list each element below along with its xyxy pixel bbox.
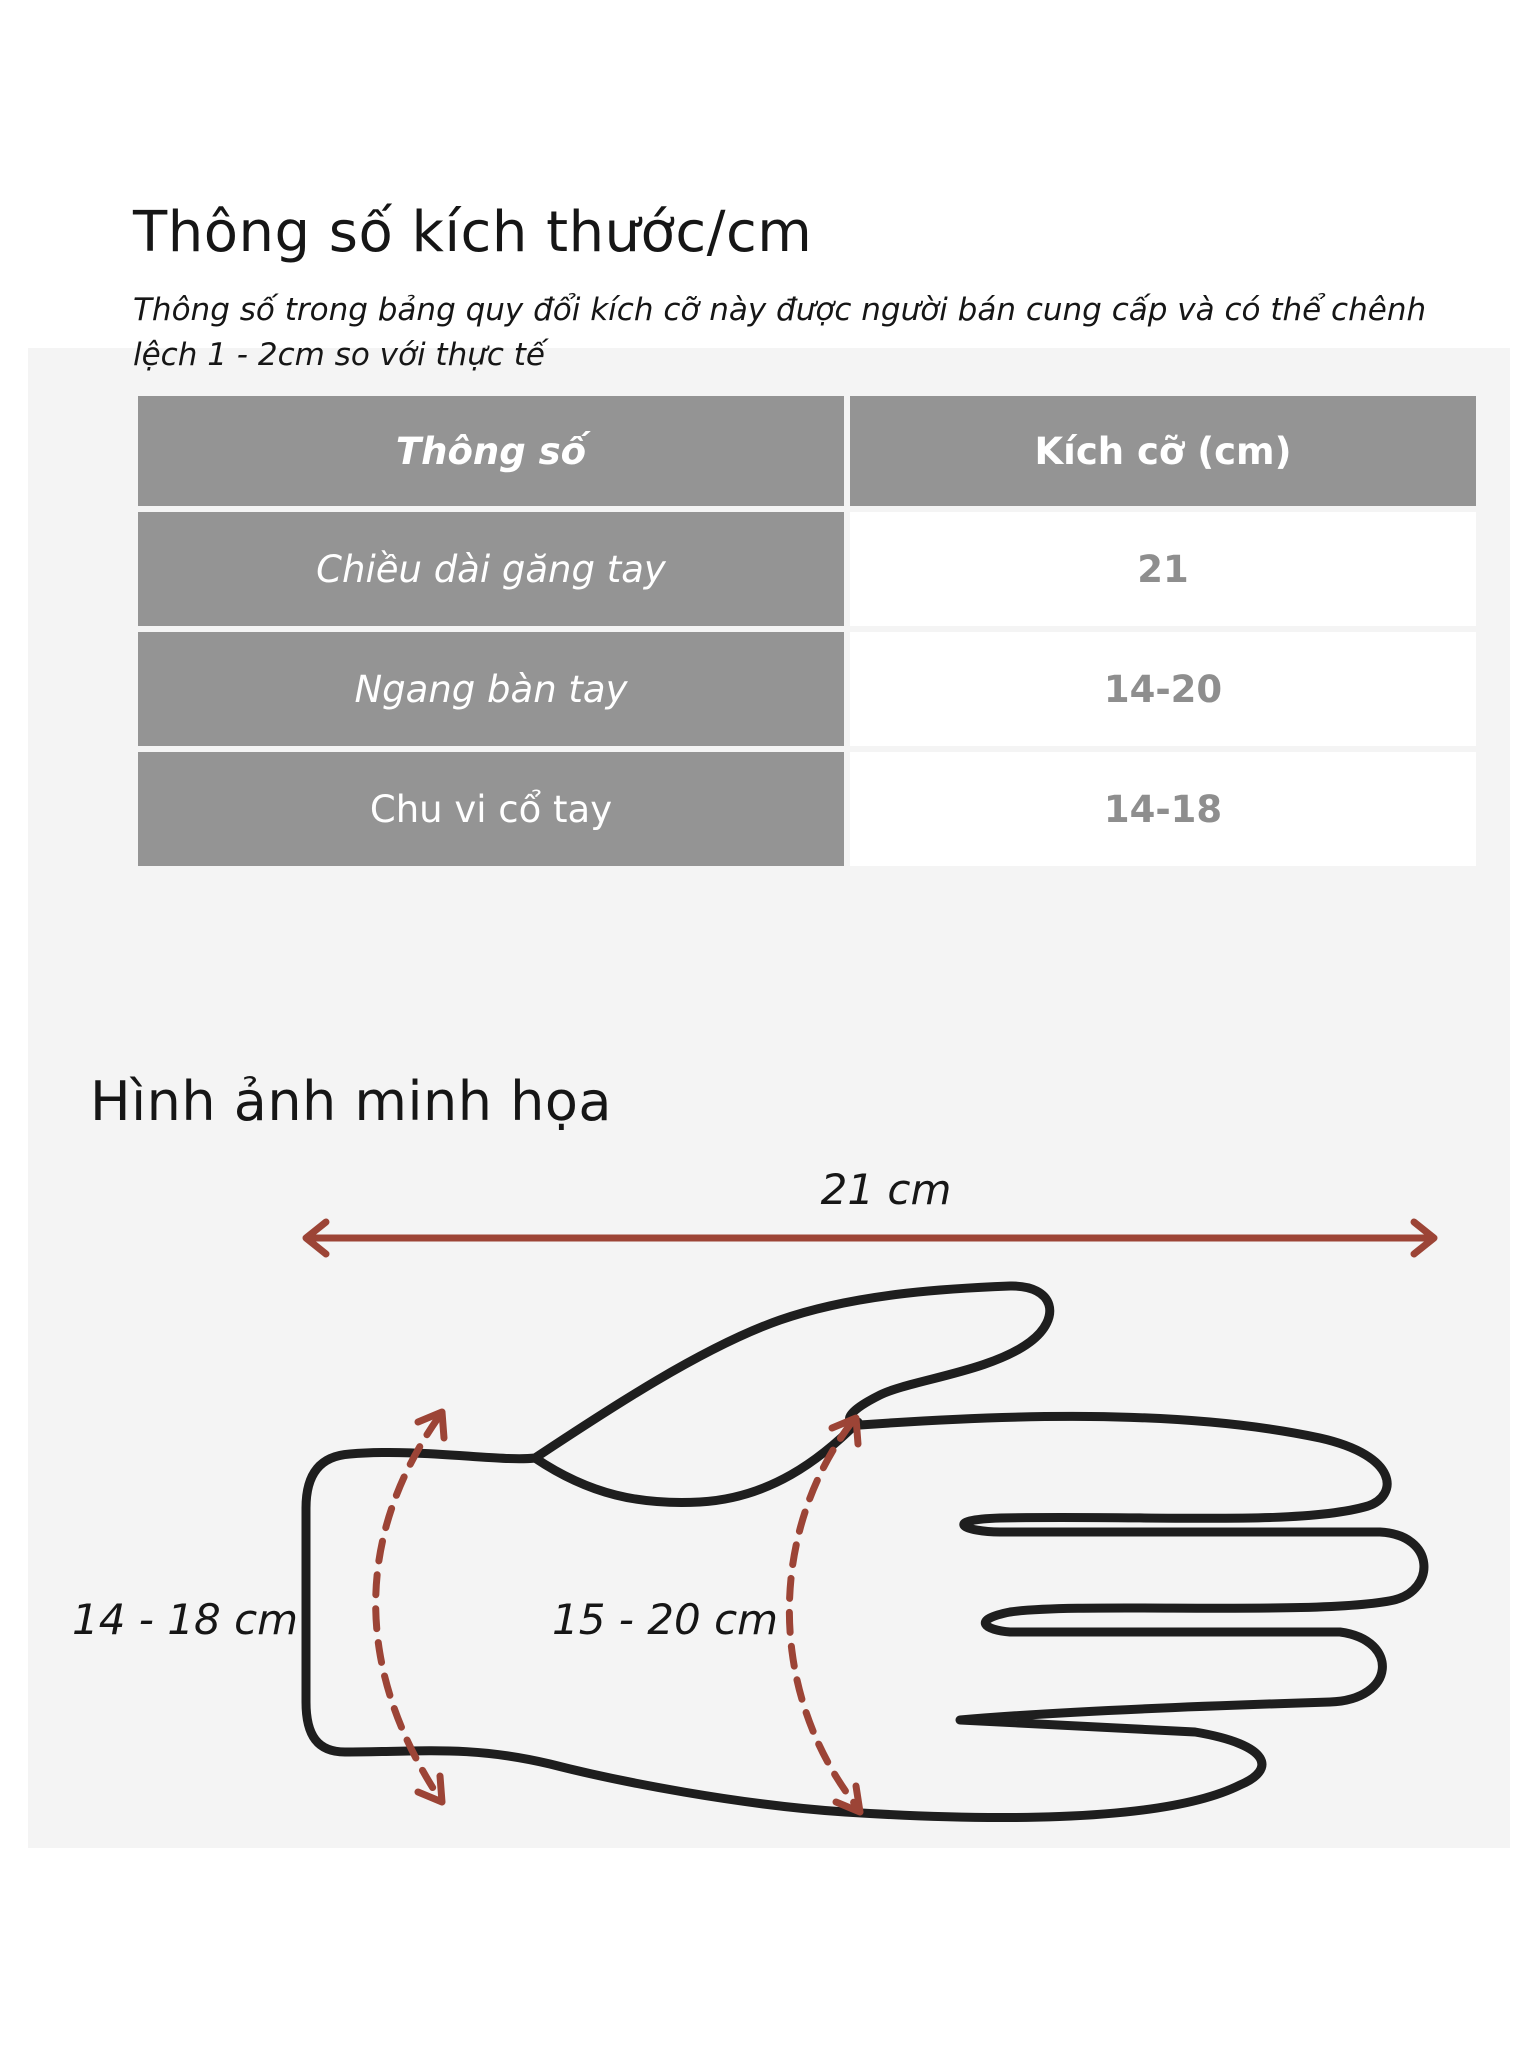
row-label-wrist-circumference: Chu vi cổ tay	[138, 752, 844, 872]
row-value-wrist-circumference: 14-18	[850, 752, 1476, 872]
row-label-palm-width: Ngang bàn tay	[138, 632, 844, 752]
row-value-glove-length: 21	[850, 512, 1476, 632]
row-value-palm-width: 14-20	[850, 632, 1476, 752]
size-note-line-2: lệch 1 - 2cm so với thực tế	[133, 337, 545, 373]
palm-width-arrow	[789, 1418, 860, 1812]
wrist-label: 14 - 18 cm	[72, 1595, 299, 1644]
column-header-spec: Thông số	[138, 396, 844, 512]
row-label-glove-length: Chiều dài găng tay	[138, 512, 844, 632]
palm-label: 15 - 20 cm	[552, 1595, 779, 1644]
length-arrow	[306, 1222, 1434, 1254]
page-title: Thông số kích thước/cm	[133, 200, 813, 265]
glove-outline	[306, 1286, 1424, 1818]
wrist-circumference-arrow	[376, 1412, 444, 1802]
length-label: 21 cm	[820, 1165, 952, 1214]
size-note-line-1: Thông số trong bảng quy đổi kích cỡ này được người bán cung cấp và có thể chênh	[133, 292, 1427, 328]
illustration-title: Hình ảnh minh họa	[90, 1070, 613, 1133]
column-header-size: Kích cỡ (cm)	[850, 396, 1476, 512]
